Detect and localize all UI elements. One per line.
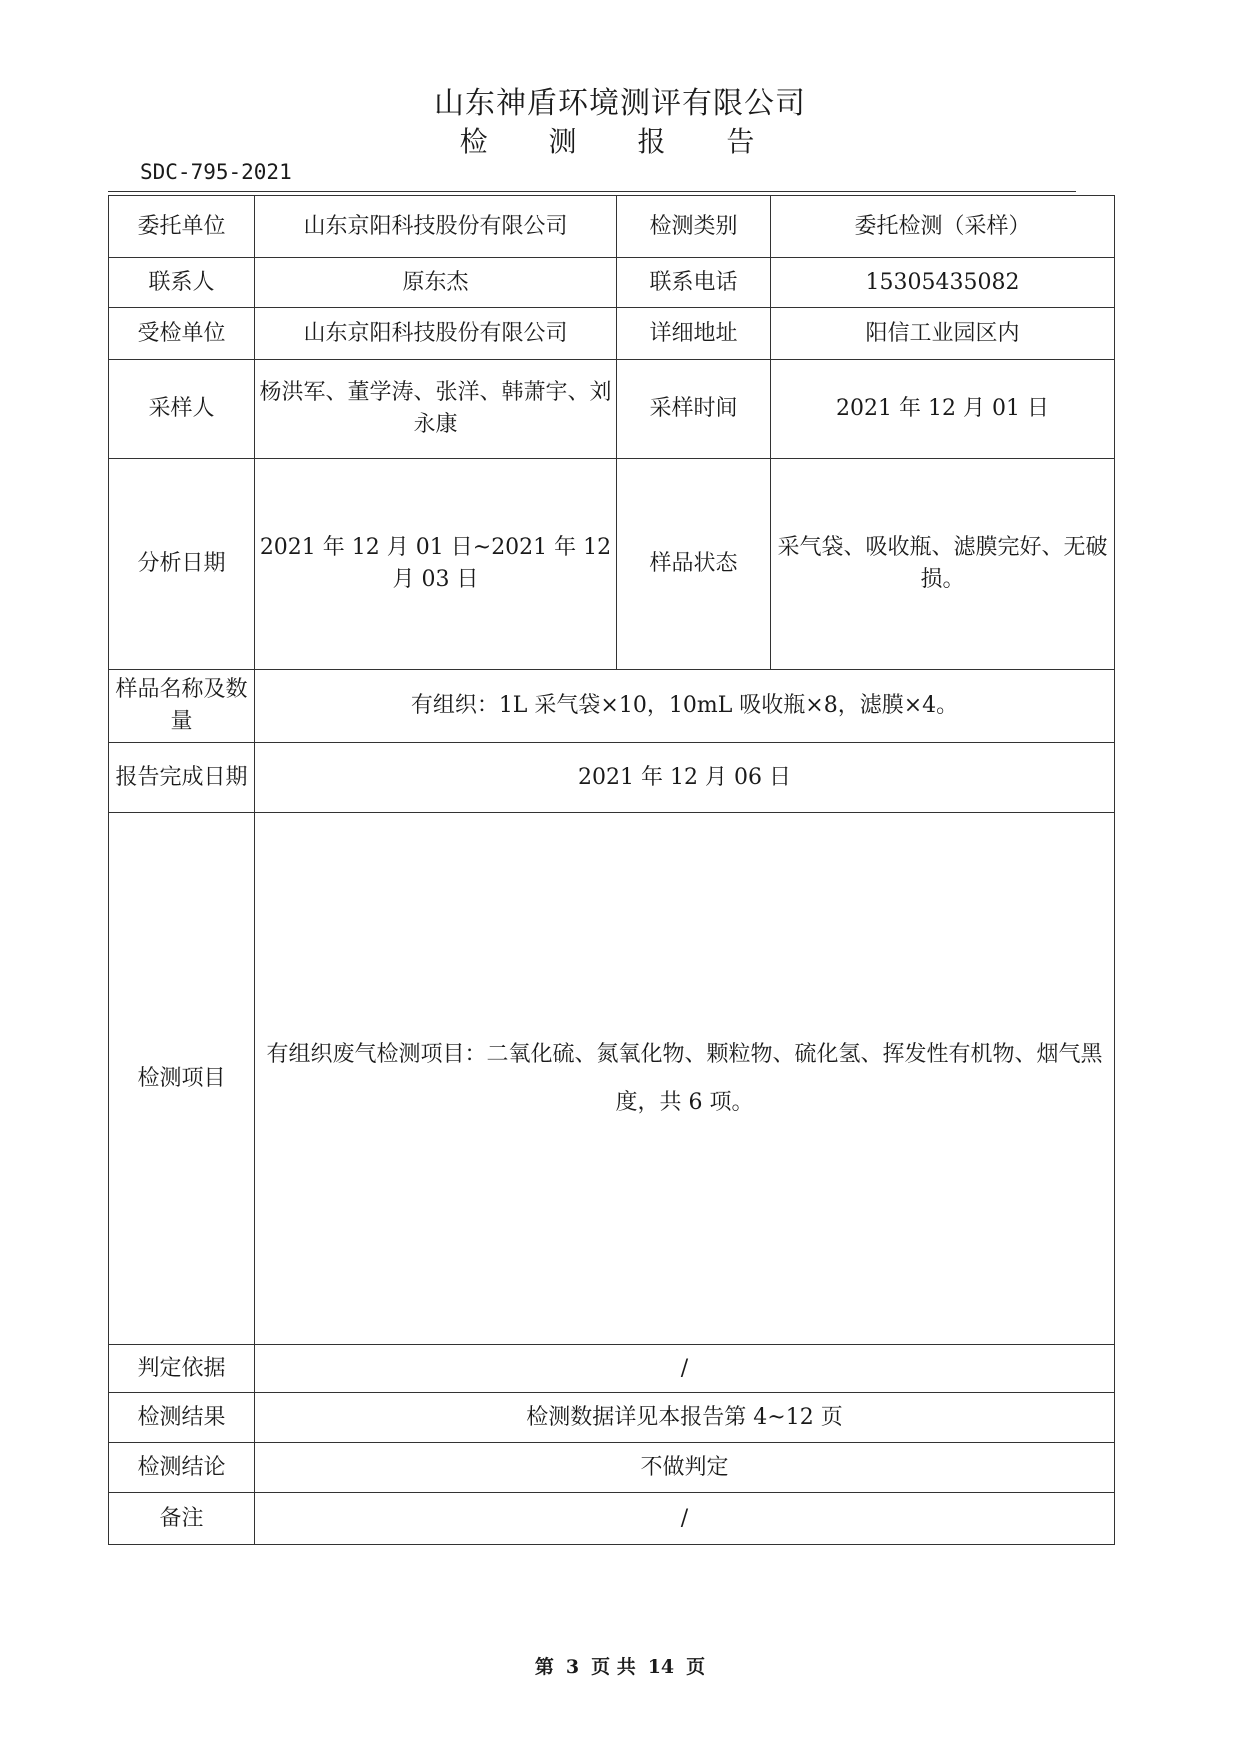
test-items-value: 有组织废气检测项目：二氧化硫、氮氧化物、颗粒物、硫化氢、挥发性有机物、烟气黑度，共 6 项。 bbox=[255, 813, 1115, 1345]
address-label: 详细地址 bbox=[617, 308, 771, 360]
inspected-unit-label: 受检单位 bbox=[109, 308, 255, 360]
header-rule bbox=[108, 191, 1076, 192]
analysis-date-label: 分析日期 bbox=[109, 459, 255, 670]
page-current: 3 bbox=[565, 1656, 580, 1678]
address-value: 阳信工业园区内 bbox=[771, 308, 1115, 360]
remark-label: 备注 bbox=[109, 1493, 255, 1545]
table-row bbox=[109, 1393, 1115, 1443]
test-type-label: 检测类别 bbox=[617, 196, 771, 258]
page-suffix: 页 bbox=[686, 1656, 706, 1678]
phone-label: 联系电话 bbox=[617, 258, 771, 308]
test-type-value: 委托检测（采样） bbox=[771, 196, 1115, 258]
table-row bbox=[109, 196, 1115, 258]
phone-value: 15305435082 bbox=[771, 258, 1115, 308]
contact-value: 原东杰 bbox=[255, 258, 617, 308]
report-date-value: 2021 年 12 月 06 日 bbox=[255, 743, 1115, 813]
inspected-unit-value: 山东京阳科技股份有限公司 bbox=[255, 308, 617, 360]
judgment-basis-label: 判定依据 bbox=[109, 1345, 255, 1393]
table-row bbox=[109, 813, 1115, 1345]
judgment-basis-value: / bbox=[255, 1345, 1115, 1393]
sampler-label: 采样人 bbox=[109, 360, 255, 459]
sample-status-label: 样品状态 bbox=[617, 459, 771, 670]
test-result-value: 检测数据详见本报告第 4~12 页 bbox=[255, 1393, 1115, 1443]
table-row bbox=[109, 670, 1115, 743]
sample-status-value: 采气袋、吸收瓶、滤膜完好、无破损。 bbox=[771, 459, 1115, 670]
page-total: 14 bbox=[647, 1656, 675, 1678]
test-conclusion-label: 检测结论 bbox=[109, 1443, 255, 1493]
test-conclusion-value: 不做判定 bbox=[255, 1443, 1115, 1493]
document-number: SDC-795-2021 bbox=[140, 160, 292, 184]
analysis-date-value: 2021 年 12 月 01 日~2021 年 12 月 03 日 bbox=[255, 459, 617, 670]
test-result-label: 检测结果 bbox=[109, 1393, 255, 1443]
table-row bbox=[109, 360, 1115, 459]
sampler-value: 杨洪军、董学涛、张洋、韩萧宇、刘永康 bbox=[255, 360, 617, 459]
sampling-time-label: 采样时间 bbox=[617, 360, 771, 459]
table-row bbox=[109, 1493, 1115, 1545]
report-title: 检 测 报 告 bbox=[459, 125, 781, 158]
table-row bbox=[109, 459, 1115, 670]
page-mid: 页 共 bbox=[591, 1656, 636, 1678]
client-value: 山东京阳科技股份有限公司 bbox=[255, 196, 617, 258]
contact-label: 联系人 bbox=[109, 258, 255, 308]
report-info-table bbox=[108, 195, 1115, 1545]
report-date-label: 报告完成日期 bbox=[109, 743, 255, 813]
client-label: 委托单位 bbox=[109, 196, 255, 258]
table-row bbox=[109, 743, 1115, 813]
table-row bbox=[109, 308, 1115, 360]
sampling-time-value: 2021 年 12 月 01 日 bbox=[771, 360, 1115, 459]
table-row bbox=[109, 258, 1115, 308]
sample-name-label: 样品名称及数量 bbox=[109, 670, 255, 743]
page-number bbox=[0, 1652, 1240, 1679]
page-prefix: 第 bbox=[534, 1656, 554, 1678]
table-row bbox=[109, 1345, 1115, 1393]
test-items-label: 检测项目 bbox=[109, 813, 255, 1345]
remark-value: / bbox=[255, 1493, 1115, 1545]
sample-name-value: 有组织：1L 采气袋×10，10mL 吸收瓶×8，滤膜×4。 bbox=[255, 670, 1115, 743]
company-name: 山东神盾环境测评有限公司 bbox=[434, 86, 806, 121]
table-row bbox=[109, 1443, 1115, 1493]
